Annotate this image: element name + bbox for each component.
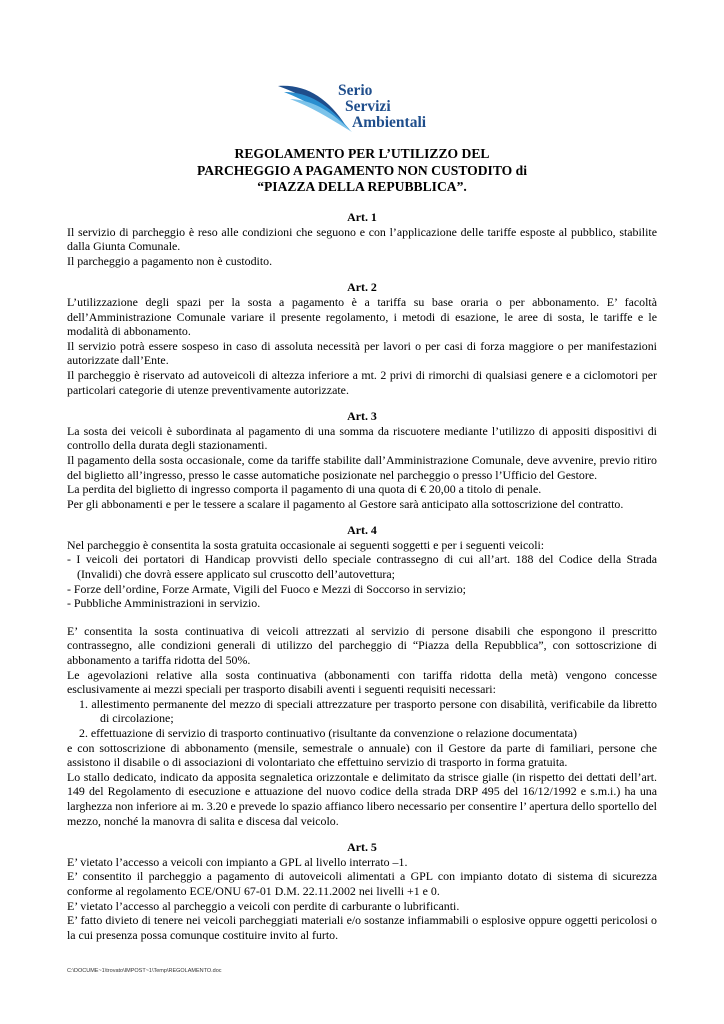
paragraph: E’ vietato l’accesso al parcheggio a veicoli con perdite di carburante o lubrificanti. [67,898,460,913]
paragraph: Per gli abbonamenti e per le tessere a scalare il pagamento al Gestore sarà anticipato alla sottoscrizione del contratto. [67,496,624,511]
file-path-footer: C:\DOCUME~1\trovato\IMPOST~1\Temp\REGOLAMENTO.doc [67,968,222,974]
paragraph: Il parcheggio è riservato ad autoveicoli di altezza inferiore a mt. 2 privi di rimorchi di qualsiasi genere e a ciclomotori per particolari categorie di utenze preventivamente autorizzate. [67,367,657,397]
paragraph: Il servizio potrà essere sospeso in caso di assoluta necessità per lavori o per casi di forza maggiore o per manifestazioni autorizzate dall’Ente. [67,338,657,368]
list-item: - I veicoli dei portatori di Handicap provvisti dello speciale contrassegno di cui all’art. 188 del Codice della Strada (Invalidi) che dovrà essere applicato sul cruscotto dell’autovettura; [67,552,657,582]
article-heading: Art. 2 [347,280,377,295]
paragraph: Il parcheggio a pagamento non è custodito. [67,253,273,268]
numbered-item: 2. effettuazione di servizio di trasporto continuativo (risultante da convenzione o relazione documentata) [79,726,578,740]
article-heading: Art. 3 [347,409,377,424]
company-logo [276,80,456,134]
paragraph: L’utilizzazione degli spazi per la sosta a pagamento è a tariffa su base oraria o per abbonamento. E’ facoltà dell’Amministrazione Comunale variare il presente regolamento, i metodi di esazione, le aree di sosta, le tariffe e le modalità di abbonamento. [67,294,657,339]
document-title [60,146,664,196]
paragraph: Il pagamento della sosta occasionale, come da tariffe stabilite dall’Amministrazione Comunale, deve avvenire, previo ritiro del biglietto all’ingresso, presso le casse automatiche posizionate nel parcheggio o presso l’Ufficio del Gestore. [67,452,657,482]
paragraph: Il servizio di parcheggio è reso alle condizioni che seguono e con l’applicazione delle tariffe esposte al pubblico, stabilite dalla Giunta Comunale. [67,224,657,254]
numbered-item: 1. allestimento permanente del mezzo di speciali attrezzature per trasporto persone con disabilità, verificabile da libretto di circolazione; [79,696,657,726]
paragraph: E’ consentita la sosta continuativa di veicoli attrezzati al servizio di persone disabili che espongono il prescritto contrassegno, alle condizioni generali di utilizzo del parcheggio di “Piazza della Repubblica”, con sottoscrizione di abbonamento a tariffa ridotta del 50%. [67,623,657,668]
list-item: - Forze dell’ordine, Forze Armate, Vigili del Fuoco e Mezzi di Soccorso in servizio; [67,581,466,596]
paragraph: La perdita del biglietto di ingresso comporta il pagamento di una quota di € 20,00 a titolo di penale. [67,482,542,497]
article-heading: Art. 1 [347,210,377,224]
paragraph: E’ consentito il parcheggio a pagamento di autoveicoli alimentati a GPL con impianto dotato di sistema di sicurezza conforme al regolamento ECE/ONU 67-01 D.M. 22.11.2002 nei livelli +1 e 0. [67,869,657,898]
paragraph: E’ fatto divieto di tenere nei veicoli parcheggiati materiali e/o sostanze infiammabili o esplosive oppure oggetti pericolosi o la cui presenza possa comunque costituire invito al furto. [67,913,657,942]
title-line: “PIAZZA DELLA REPUBBLICA”. [257,179,467,194]
paragraph: Le agevolazioni relative alla sosta continuativa (abbonamenti con tariffa ridotta della metà) vengono concesse esclusivamente ai mezzi speciali per trasporto disabili aventi i seguenti requisiti necessari: [67,667,657,697]
paragraph: La sosta dei veicoli è subordinata al pagamento di una somma da riscuotere mediante l’utilizzo di appositi dispositivi di controllo della durata degli stazionamenti. [67,423,657,453]
logo-text-line3: Ambientali [352,114,427,131]
logo-text-line2: Servizi [345,98,391,115]
article-heading: Art. 4 [347,523,377,538]
paragraph: Lo stallo dedicato, indicato da apposita segnaletica orizzontale e delimitato da strisce gialle (in rispetto dei dettati dell’art. 149 del Regolamento di esecuzione e attuazione del nuovo codice della strada DRP 495 del 16/12/1992 e s.m.i.) ha una larghezza non inferiore ai m. 3.20 e prevede lo spazio affianco libero necessario per consentire l’ apertura dello sportello del mezzo, nonché la manovra di salita e discesa dal veicolo. [67,769,657,828]
document-body [67,210,657,942]
title-line: REGOLAMENTO PER L’UTILIZZO DEL [234,146,490,161]
paragraph: E’ vietato l’accesso a veicoli con impianto a GPL al livello interrato –1. [67,854,408,869]
logo-text-line1: Serio [338,82,373,99]
article-heading: Art. 5 [347,840,377,855]
title-line: PARCHEGGIO A PAGAMENTO NON CUSTODITO di [197,162,527,178]
paragraph: Nel parcheggio è consentita la sosta gratuita occasionale ai seguenti soggetti e per i seguenti veicoli: [67,537,545,552]
paragraph: e con sottoscrizione di abbonamento (mensile, semestrale o annuale) con il Gestore da parte di familiari, persone che assistono il disabile o di associazioni di volontariato che effettuino servizio di trasporto in forma gratuita. [67,740,657,770]
spacer [67,611,657,624]
list-item: - Pubbliche Amministrazioni in servizio. [67,596,261,611]
